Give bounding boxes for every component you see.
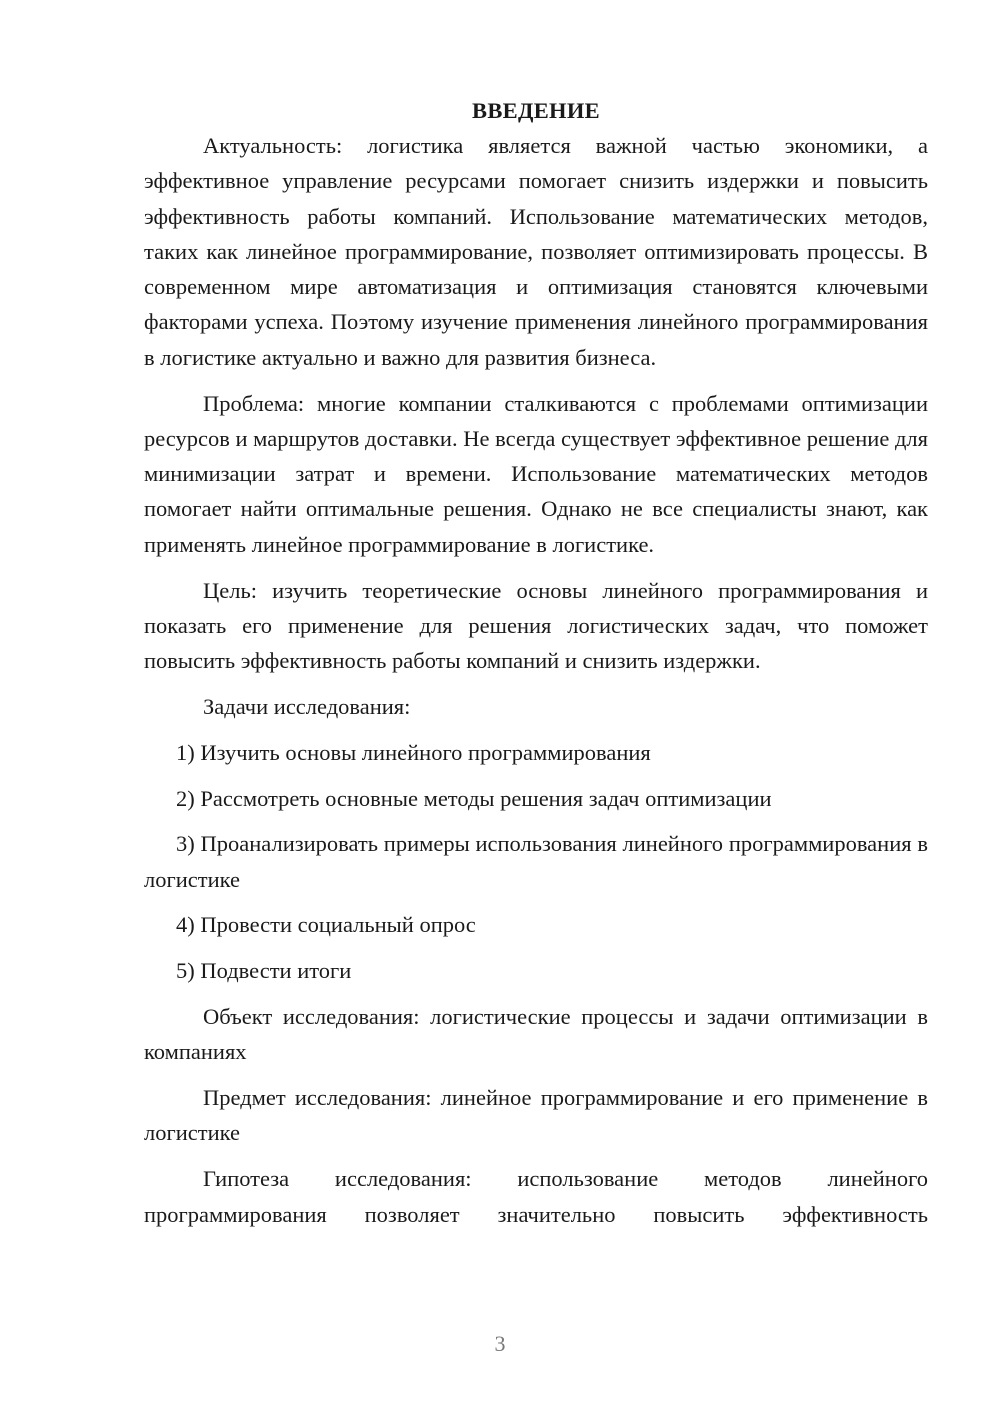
paragraph-relevance: Актуальность: логистика является важной частью экономики, а эффективное управление ресурсами помогает снизить издержки и повысить эффективность работы компаний. Использование математических методов, таких как линейное программирование, позволяет оптимизировать процессы. В современном мире автоматизация и оптимизация становятся ключевыми факторами успеха. Поэтому изучение применения линейного программирования в логистике актуально и важно для развития бизнеса. — [144, 133, 928, 370]
page-number: 3 — [494, 1331, 506, 1356]
list-item: 3) Проанализировать примеры использования линейного программирования в логистике — [144, 831, 928, 892]
paragraph-hypothesis: Гипотеза исследования: использование методов линейного программирования позволяет значительно повысить эффективность — [144, 1166, 928, 1227]
list-item: 1) Изучить основы линейного программирования — [176, 739, 651, 765]
list-item: 5) Подвести итоги — [176, 958, 352, 984]
list-item: 2) Рассмотреть основные методы решения задач оптимизации — [176, 785, 772, 811]
paragraph-object: Объект исследования: логистические процессы и задачи оптимизации в компаниях — [144, 1004, 928, 1065]
paragraph-subject: Предмет исследования: линейное программирование и его применение в логистике — [144, 1085, 928, 1146]
paragraph-problem: Проблема: многие компании сталкиваются с проблемами оптимизации ресурсов и маршрутов доставки. Не всегда существует эффективное решение для минимизации затрат и времени. Использование математических методов помогает найти оптимальные решения. Однако не все специалисты знают, как применять линейное программирование в логистике. — [144, 390, 928, 557]
list-item: 4) Провести социальный опрос — [176, 912, 476, 938]
page-title: ВВЕДЕНИЕ — [472, 98, 600, 123]
paragraph-tasks-heading: Задачи исследования: — [203, 693, 411, 719]
page-content — [144, 93, 928, 1242]
paragraph-goal: Цель: изучить теоретические основы линейного программирования и показать его применение для решения логистических задач, что поможет повысить эффективность работы компаний и снизить издержки. — [144, 577, 928, 674]
